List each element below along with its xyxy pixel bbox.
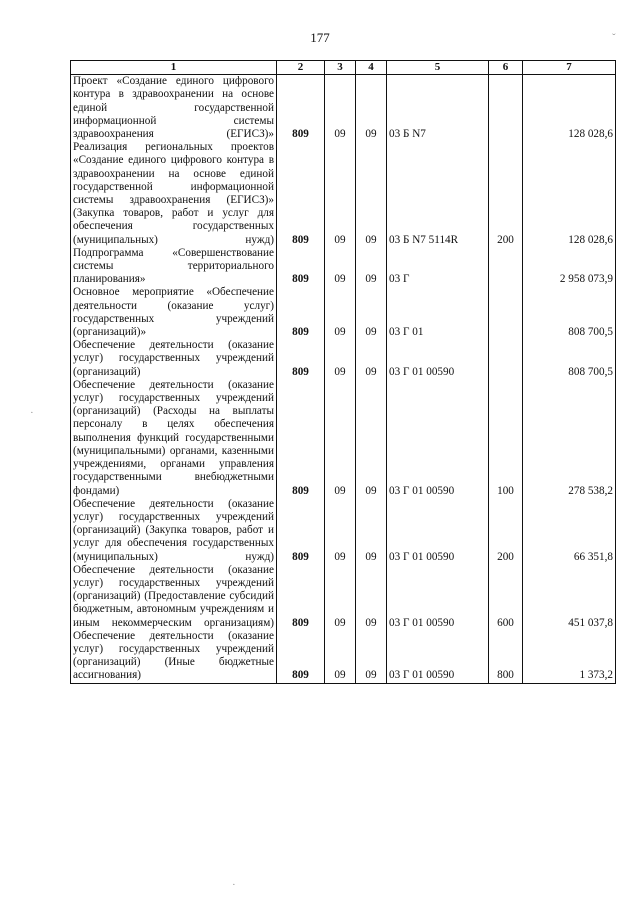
section-code: 09 <box>325 379 356 498</box>
target-article-code: 03 Г 01 <box>387 286 489 339</box>
expense-type-code <box>489 75 523 142</box>
ministry-code: 809 <box>277 339 325 379</box>
section-code: 09 <box>325 75 356 142</box>
target-article-code: 03 Г 01 00590 <box>387 379 489 498</box>
section-code: 09 <box>325 247 356 287</box>
subsection-code: 09 <box>356 379 387 498</box>
row-description: Подпрограмма «Совершенствование системы территориального планирования» <box>71 247 277 287</box>
table-row <box>71 379 616 498</box>
column-header: 6 <box>489 61 523 75</box>
subsection-code: 09 <box>356 339 387 379</box>
amount-value: 66 351,8 <box>523 498 616 564</box>
expense-type-code: 200 <box>489 141 523 247</box>
scan-artifact-mark: ˇ <box>612 32 616 44</box>
table-row <box>71 339 616 379</box>
row-description: Обеспечение деятельности (оказание услуг) государственных учреждений (организаций) (Предоставление субсидий бюджетным, автономным учреждениям и иным некоммерческим организациям) <box>71 564 277 630</box>
section-code: 09 <box>325 286 356 339</box>
ministry-code: 809 <box>277 379 325 498</box>
table-row <box>71 75 616 142</box>
expense-type-code <box>489 339 523 379</box>
amount-value: 128 028,6 <box>523 141 616 247</box>
column-header: 4 <box>356 61 387 75</box>
column-header: 5 <box>387 61 489 75</box>
ministry-code: 809 <box>277 498 325 564</box>
subsection-code: 09 <box>356 564 387 630</box>
page-number: 177 <box>310 30 330 45</box>
target-article-code: 03 Б N7 <box>387 75 489 142</box>
table-row <box>71 498 616 564</box>
subsection-code: 09 <box>356 247 387 287</box>
table-row <box>71 141 616 247</box>
target-article-code: 03 Г 01 00590 <box>387 564 489 630</box>
section-code: 09 <box>325 564 356 630</box>
column-header: 7 <box>523 61 616 75</box>
table-row <box>71 247 616 287</box>
section-code: 09 <box>325 141 356 247</box>
section-code: 09 <box>325 339 356 379</box>
expense-type-code: 800 <box>489 630 523 683</box>
table-row <box>71 630 616 683</box>
ministry-code: 809 <box>277 286 325 339</box>
row-description: Обеспечение деятельности (оказание услуг) государственных учреждений (организаций) (Иные бюджетные ассигнования) <box>71 630 277 683</box>
ministry-code: 809 <box>277 75 325 142</box>
ministry-code: 809 <box>277 141 325 247</box>
subsection-code: 09 <box>356 75 387 142</box>
row-description: Обеспечение деятельности (оказание услуг) государственных учреждений (организаций) <box>71 339 277 379</box>
scan-artifact-mark: · <box>30 407 34 419</box>
column-header: 2 <box>277 61 325 75</box>
subsection-code: 09 <box>356 630 387 683</box>
amount-value: 128 028,6 <box>523 75 616 142</box>
expense-type-code: 100 <box>489 379 523 498</box>
amount-value: 451 037,8 <box>523 564 616 630</box>
expense-type-code <box>489 286 523 339</box>
column-header: 1 <box>71 61 277 75</box>
row-description: Основное мероприятие «Обеспечение деятельности (оказание услуг) государственных учреждений (организаций)» <box>71 286 277 339</box>
section-code: 09 <box>325 630 356 683</box>
expense-type-code: 200 <box>489 498 523 564</box>
subsection-code: 09 <box>356 286 387 339</box>
target-article-code: 03 Б N7 5114R <box>387 141 489 247</box>
row-description: Реализация региональных проектов «Создание единого цифрового контура в здравоохранении на основе единой государственной информационной системы здравоохранения (ЕГИСЗ)» (Закупка товаров, работ и услуг для обеспечения государственных (муниципальных) нужд) <box>71 141 277 247</box>
expense-type-code: 600 <box>489 564 523 630</box>
target-article-code: 03 Г 01 00590 <box>387 498 489 564</box>
amount-value: 1 373,2 <box>523 630 616 683</box>
table-row <box>71 286 616 339</box>
target-article-code: 03 Г <box>387 247 489 287</box>
amount-value: 808 700,5 <box>523 339 616 379</box>
table-header-row <box>71 61 616 75</box>
amount-value: 278 538,2 <box>523 379 616 498</box>
target-article-code: 03 Г 01 00590 <box>387 339 489 379</box>
ministry-code: 809 <box>277 630 325 683</box>
subsection-code: 09 <box>356 498 387 564</box>
budget-table <box>70 60 616 684</box>
row-description: Обеспечение деятельности (оказание услуг) государственных учреждений (организаций) (Закупка товаров, работ и услуг для обеспечения государственных (муниципальных) нужд) <box>71 498 277 564</box>
expense-type-code <box>489 247 523 287</box>
scan-artifact-mark: · <box>232 879 236 891</box>
target-article-code: 03 Г 01 00590 <box>387 630 489 683</box>
amount-value: 2 958 073,9 <box>523 247 616 287</box>
amount-value: 808 700,5 <box>523 286 616 339</box>
column-header: 3 <box>325 61 356 75</box>
row-description: Обеспечение деятельности (оказание услуг) государственных учреждений (организаций) (Расходы на выплаты персоналу в целях обеспечения выполнения функций государственными (муниципальными) органами, казенными учреждениями, органами управления государственными внебюджетными фондами) <box>71 379 277 498</box>
ministry-code: 809 <box>277 564 325 630</box>
table-row <box>71 564 616 630</box>
subsection-code: 09 <box>356 141 387 247</box>
row-description: Проект «Создание единого цифрового контура в здравоохранении на основе единой государственной информационной системы здравоохранения (ЕГИСЗ)» <box>71 75 277 142</box>
ministry-code: 809 <box>277 247 325 287</box>
section-code: 09 <box>325 498 356 564</box>
